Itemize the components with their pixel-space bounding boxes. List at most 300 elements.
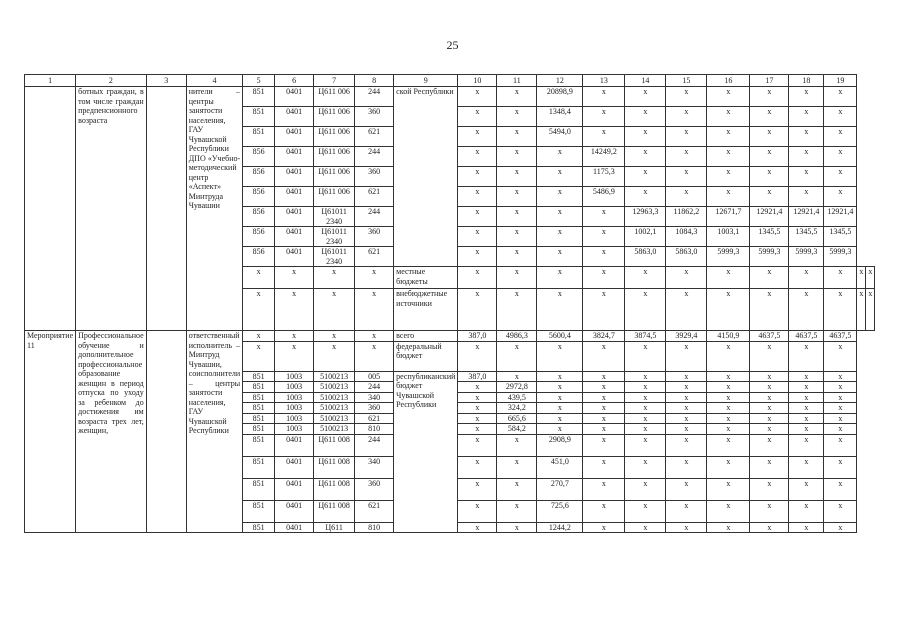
value-cell: х [583, 382, 625, 393]
value-cell: х [458, 403, 497, 414]
value-cell: Ц61011 2340 [314, 227, 355, 247]
value-cell: х [458, 434, 497, 456]
measure-number: Мероприятие 11 [25, 331, 76, 533]
value-cell: х [789, 267, 824, 289]
value-cell: х [458, 341, 497, 371]
value-cell: 12921,4 [750, 207, 789, 227]
value-cell: 0401 [275, 227, 314, 247]
value-cell: 0401 [275, 87, 314, 107]
value-cell: 851 [243, 382, 275, 393]
value-cell: 856 [243, 207, 275, 227]
funding-source: местные бюджеты [394, 267, 458, 289]
value-cell: 5494,0 [537, 127, 583, 147]
value-cell: х [497, 289, 537, 331]
value-cell: Ц611 006 [314, 127, 355, 147]
value-cell: х [789, 500, 824, 522]
empty-cell [25, 87, 76, 331]
value-cell: 5100213 [314, 392, 355, 403]
measure-name: ботных граждан, в том числе граждан предпенсионного возраста [76, 87, 147, 331]
value-cell: 1003 [275, 424, 314, 435]
column-number: 7 [314, 75, 355, 87]
column-number: 2 [76, 75, 147, 87]
value-cell: х [537, 382, 583, 393]
value-cell: Ц611 006 [314, 107, 355, 127]
value-cell: х [583, 500, 625, 522]
value-cell: х [625, 167, 666, 187]
value-cell: х [583, 478, 625, 500]
value-cell: 11862,2 [666, 207, 707, 227]
value-cell: 851 [243, 107, 275, 127]
value-cell: 12963,3 [625, 207, 666, 227]
value-cell: 1244,2 [537, 522, 583, 533]
value-cell: х [707, 392, 750, 403]
value-cell: 5600,4 [537, 331, 583, 342]
page-number: 25 [446, 38, 459, 52]
value-cell: 1003 [275, 382, 314, 393]
value-cell: х [750, 87, 789, 107]
value-cell: Ц611 [314, 522, 355, 533]
value-cell: х [824, 478, 857, 500]
value-cell: х [625, 107, 666, 127]
value-cell: х [789, 434, 824, 456]
value-cell: 14249,2 [583, 147, 625, 167]
value-cell: 1003 [275, 403, 314, 414]
value-cell: х [458, 382, 497, 393]
value-cell: х [707, 413, 750, 424]
column-number: 4 [186, 75, 242, 87]
value-cell: х [707, 434, 750, 456]
value-cell: 810 [355, 424, 394, 435]
value-cell: х [666, 424, 707, 435]
value-cell: х [458, 456, 497, 478]
value-cell: х [666, 127, 707, 147]
value-cell: х [789, 522, 824, 533]
value-cell: х [750, 392, 789, 403]
value-cell: х [789, 289, 824, 331]
value-cell: 851 [243, 127, 275, 147]
value-cell: х [458, 187, 497, 207]
value-cell: х [243, 267, 275, 289]
value-cell: 5999,3 [789, 247, 824, 267]
value-cell: 451,0 [537, 456, 583, 478]
value-cell: Ц611 008 [314, 456, 355, 478]
value-cell: 0401 [275, 434, 314, 456]
value-cell: х [707, 382, 750, 393]
value-cell: 360 [355, 167, 394, 187]
value-cell: х [625, 500, 666, 522]
value-cell: 12921,4 [824, 207, 857, 227]
value-cell: 5100213 [314, 371, 355, 382]
budget-table [24, 74, 875, 533]
value-cell: х [750, 478, 789, 500]
value-cell: 621 [355, 247, 394, 267]
column-number: 6 [275, 75, 314, 87]
value-cell: х [625, 147, 666, 167]
column-number: 15 [666, 75, 707, 87]
value-cell: х [583, 127, 625, 147]
value-cell: 360 [355, 107, 394, 127]
value-cell: х [666, 392, 707, 403]
column-number: 19 [824, 75, 857, 87]
measure-name: Профессиональное обучение и дополнительное профессиональное образование женщин в период отпуска по уходу за ребенком до достижения им возраста трех лет, женщин, [76, 331, 147, 533]
value-cell: х [314, 267, 355, 289]
value-cell: х [355, 267, 394, 289]
value-cell: х [583, 413, 625, 424]
value-cell: х [750, 382, 789, 393]
value-cell: х [857, 267, 866, 289]
value-cell: х [666, 341, 707, 371]
value-cell: Ц61011 2340 [314, 247, 355, 267]
value-cell: х [824, 456, 857, 478]
value-cell: х [583, 456, 625, 478]
value-cell: х [789, 478, 824, 500]
value-cell: 851 [243, 522, 275, 533]
value-cell: х [666, 434, 707, 456]
value-cell: х [583, 289, 625, 331]
value-cell: х [707, 127, 750, 147]
value-cell: х [275, 267, 314, 289]
value-cell: 851 [243, 392, 275, 403]
value-cell: х [497, 167, 537, 187]
value-cell: х [824, 127, 857, 147]
value-cell: 439,5 [497, 392, 537, 403]
value-cell: 5863,0 [666, 247, 707, 267]
value-cell: х [497, 341, 537, 371]
value-cell: х [458, 289, 497, 331]
value-cell: 856 [243, 167, 275, 187]
funding-source: ской Республики [394, 87, 458, 267]
value-cell: 005 [355, 371, 394, 382]
value-cell: х [458, 267, 497, 289]
value-cell: х [666, 456, 707, 478]
value-cell: х [583, 227, 625, 247]
value-cell: х [824, 289, 857, 331]
value-cell: х [857, 289, 866, 331]
value-cell: 0401 [275, 127, 314, 147]
value-cell: 851 [243, 413, 275, 424]
value-cell: Ц61011 2340 [314, 207, 355, 227]
value-cell: Ц611 008 [314, 434, 355, 456]
value-cell: х [750, 147, 789, 167]
value-cell: 340 [355, 392, 394, 403]
value-cell: х [537, 289, 583, 331]
value-cell: х [750, 500, 789, 522]
value-cell: 4637,5 [750, 331, 789, 342]
value-cell: х [707, 403, 750, 414]
column-number: 8 [355, 75, 394, 87]
value-cell: х [583, 371, 625, 382]
value-cell: х [497, 500, 537, 522]
value-cell: 2908,9 [537, 434, 583, 456]
value-cell: х [666, 382, 707, 393]
value-cell: х [458, 227, 497, 247]
value-cell: х [824, 167, 857, 187]
value-cell: х [537, 403, 583, 414]
value-cell: х [625, 403, 666, 414]
value-cell: 5999,3 [824, 247, 857, 267]
value-cell: 5100213 [314, 413, 355, 424]
value-cell: х [355, 331, 394, 342]
value-cell: х [666, 107, 707, 127]
value-cell: х [750, 424, 789, 435]
value-cell: х [707, 371, 750, 382]
value-cell: 0401 [275, 167, 314, 187]
value-cell: 387,0 [458, 331, 497, 342]
value-cell: х [537, 227, 583, 247]
value-cell: 0401 [275, 187, 314, 207]
value-cell: х [824, 434, 857, 456]
value-cell: х [625, 371, 666, 382]
value-cell: х [789, 187, 824, 207]
value-cell: х [583, 107, 625, 127]
value-cell: 0401 [275, 522, 314, 533]
value-cell: 1345,5 [750, 227, 789, 247]
value-cell: х [537, 207, 583, 227]
value-cell: 1003 [275, 392, 314, 403]
value-cell: 387,0 [458, 371, 497, 382]
value-cell: х [458, 107, 497, 127]
value-cell: х [355, 289, 394, 331]
value-cell: х [824, 107, 857, 127]
value-cell: х [537, 413, 583, 424]
value-cell: х [824, 522, 857, 533]
value-cell: х [750, 341, 789, 371]
value-cell: х [625, 434, 666, 456]
value-cell: х [243, 331, 275, 342]
value-cell: 0401 [275, 478, 314, 500]
value-cell: х [458, 500, 497, 522]
value-cell: х [583, 522, 625, 533]
value-cell: х [625, 478, 666, 500]
value-cell: х [750, 267, 789, 289]
column-number: 13 [583, 75, 625, 87]
value-cell: х [789, 413, 824, 424]
value-cell: 851 [243, 87, 275, 107]
value-cell: х [497, 127, 537, 147]
value-cell: 1084,3 [666, 227, 707, 247]
value-cell: 851 [243, 403, 275, 414]
value-cell: х [625, 267, 666, 289]
value-cell: 0401 [275, 207, 314, 227]
value-cell: 340 [355, 456, 394, 478]
value-cell: 851 [243, 456, 275, 478]
value-cell: х [625, 522, 666, 533]
value-cell: 5100213 [314, 403, 355, 414]
value-cell: х [789, 127, 824, 147]
empty-cell [146, 87, 186, 331]
value-cell: х [707, 107, 750, 127]
value-cell: х [537, 247, 583, 267]
value-cell: х [497, 187, 537, 207]
column-number: 5 [243, 75, 275, 87]
funding-source: федеральный бюджет [394, 341, 458, 371]
value-cell: х [275, 289, 314, 331]
value-cell: х [750, 403, 789, 414]
value-cell: х [314, 331, 355, 342]
value-cell: 12671,7 [707, 207, 750, 227]
value-cell: х [458, 147, 497, 167]
value-cell: Ц611 006 [314, 167, 355, 187]
value-cell: х [824, 424, 857, 435]
value-cell: х [458, 522, 497, 533]
executor-name: нители – центры занятости населения, ГАУ Чувашской Республики ДПО «Учебно-методический центр «Аспект» Минтруда Чувашии [186, 87, 242, 331]
value-cell: х [789, 424, 824, 435]
value-cell: Ц611 008 [314, 500, 355, 522]
value-cell: х [625, 187, 666, 207]
column-number: 16 [707, 75, 750, 87]
value-cell: х [625, 392, 666, 403]
value-cell: х [537, 167, 583, 187]
value-cell: х [314, 341, 355, 371]
value-cell: х [824, 500, 857, 522]
value-cell: 856 [243, 147, 275, 167]
column-number: 10 [458, 75, 497, 87]
funding-source: республиканский бюджет Чувашской Республики [394, 371, 458, 533]
value-cell: х [750, 434, 789, 456]
value-cell: Ц611 006 [314, 187, 355, 207]
value-cell: х [666, 87, 707, 107]
column-number: 12 [537, 75, 583, 87]
value-cell: 621 [355, 127, 394, 147]
value-cell: х [707, 456, 750, 478]
column-number: 9 [394, 75, 458, 87]
value-cell: х [275, 331, 314, 342]
value-cell: х [824, 147, 857, 167]
value-cell: 0401 [275, 456, 314, 478]
value-cell: 584,2 [497, 424, 537, 435]
value-cell: 360 [355, 478, 394, 500]
value-cell: х [458, 127, 497, 147]
value-cell: х [537, 267, 583, 289]
value-cell: 4986,3 [497, 331, 537, 342]
value-cell: 244 [355, 87, 394, 107]
value-cell: х [707, 267, 750, 289]
value-cell: 0401 [275, 500, 314, 522]
value-cell: 4637,5 [824, 331, 857, 342]
value-cell: 1348,4 [537, 107, 583, 127]
value-cell: х [824, 87, 857, 107]
value-cell: х [497, 207, 537, 227]
value-cell: х [583, 267, 625, 289]
value-cell: х [666, 403, 707, 414]
value-cell: 244 [355, 382, 394, 393]
value-cell: 20898,9 [537, 87, 583, 107]
value-cell: х [666, 267, 707, 289]
value-cell: х [497, 434, 537, 456]
value-cell: х [824, 341, 857, 371]
value-cell: х [707, 500, 750, 522]
value-cell: х [625, 341, 666, 371]
value-cell: х [625, 87, 666, 107]
value-cell: х [666, 187, 707, 207]
value-cell: Ц611 008 [314, 478, 355, 500]
value-cell: х [824, 187, 857, 207]
value-cell: 851 [243, 434, 275, 456]
value-cell: 665,6 [497, 413, 537, 424]
value-cell: 0401 [275, 107, 314, 127]
value-cell: 0401 [275, 247, 314, 267]
column-number: 1 [25, 75, 76, 87]
value-cell: х [625, 424, 666, 435]
value-cell: х [497, 147, 537, 167]
value-cell: х [750, 167, 789, 187]
value-cell: х [583, 87, 625, 107]
value-cell: х [824, 267, 857, 289]
value-cell: х [824, 392, 857, 403]
value-cell: х [750, 522, 789, 533]
value-cell: 5486,9 [583, 187, 625, 207]
value-cell: х [666, 147, 707, 167]
value-cell: 851 [243, 478, 275, 500]
value-cell: х [243, 289, 275, 331]
value-cell: 725,6 [537, 500, 583, 522]
value-cell: х [824, 403, 857, 414]
column-number: 17 [750, 75, 789, 87]
value-cell: х [497, 456, 537, 478]
value-cell: х [458, 478, 497, 500]
funding-source: всего [394, 331, 458, 342]
value-cell: 1175,3 [583, 167, 625, 187]
value-cell: х [824, 413, 857, 424]
value-cell: х [666, 413, 707, 424]
value-cell: 3874,5 [625, 331, 666, 342]
value-cell: Ц611 006 [314, 87, 355, 107]
value-cell: х [707, 424, 750, 435]
value-cell: х [789, 392, 824, 403]
value-cell: 1345,5 [789, 227, 824, 247]
value-cell: х [666, 522, 707, 533]
value-cell: Ц611 006 [314, 147, 355, 167]
value-cell: х [789, 371, 824, 382]
value-cell: х [707, 147, 750, 167]
value-cell: х [243, 341, 275, 371]
value-cell: х [707, 341, 750, 371]
value-cell: 851 [243, 371, 275, 382]
executor-name: ответственный исполнитель – Минтруд Чувашии, соисполнители – центры занятости населения, ГАУ Чувашской Республики [186, 331, 242, 533]
value-cell: 851 [243, 424, 275, 435]
value-cell: х [497, 227, 537, 247]
value-cell: 2972,8 [497, 382, 537, 393]
value-cell: х [537, 187, 583, 207]
value-cell: 244 [355, 147, 394, 167]
value-cell: х [625, 413, 666, 424]
value-cell: х [537, 341, 583, 371]
table-row [25, 87, 875, 107]
value-cell: 851 [243, 500, 275, 522]
value-cell: х [497, 107, 537, 127]
value-cell: 1345,5 [824, 227, 857, 247]
value-cell: х [707, 167, 750, 187]
value-cell: х [750, 107, 789, 127]
value-cell: х [583, 392, 625, 403]
value-cell: 4637,5 [789, 331, 824, 342]
value-cell: х [275, 341, 314, 371]
value-cell: х [497, 247, 537, 267]
value-cell: х [750, 187, 789, 207]
value-cell: х [789, 341, 824, 371]
value-cell: х [314, 289, 355, 331]
value-cell: х [458, 247, 497, 267]
value-cell: х [497, 478, 537, 500]
value-cell: 621 [355, 500, 394, 522]
funding-source: внебюджетные источники [394, 289, 458, 331]
value-cell: х [789, 456, 824, 478]
value-cell: х [666, 478, 707, 500]
value-cell: х [458, 424, 497, 435]
value-cell: х [497, 87, 537, 107]
value-cell: х [750, 413, 789, 424]
column-number: 14 [625, 75, 666, 87]
